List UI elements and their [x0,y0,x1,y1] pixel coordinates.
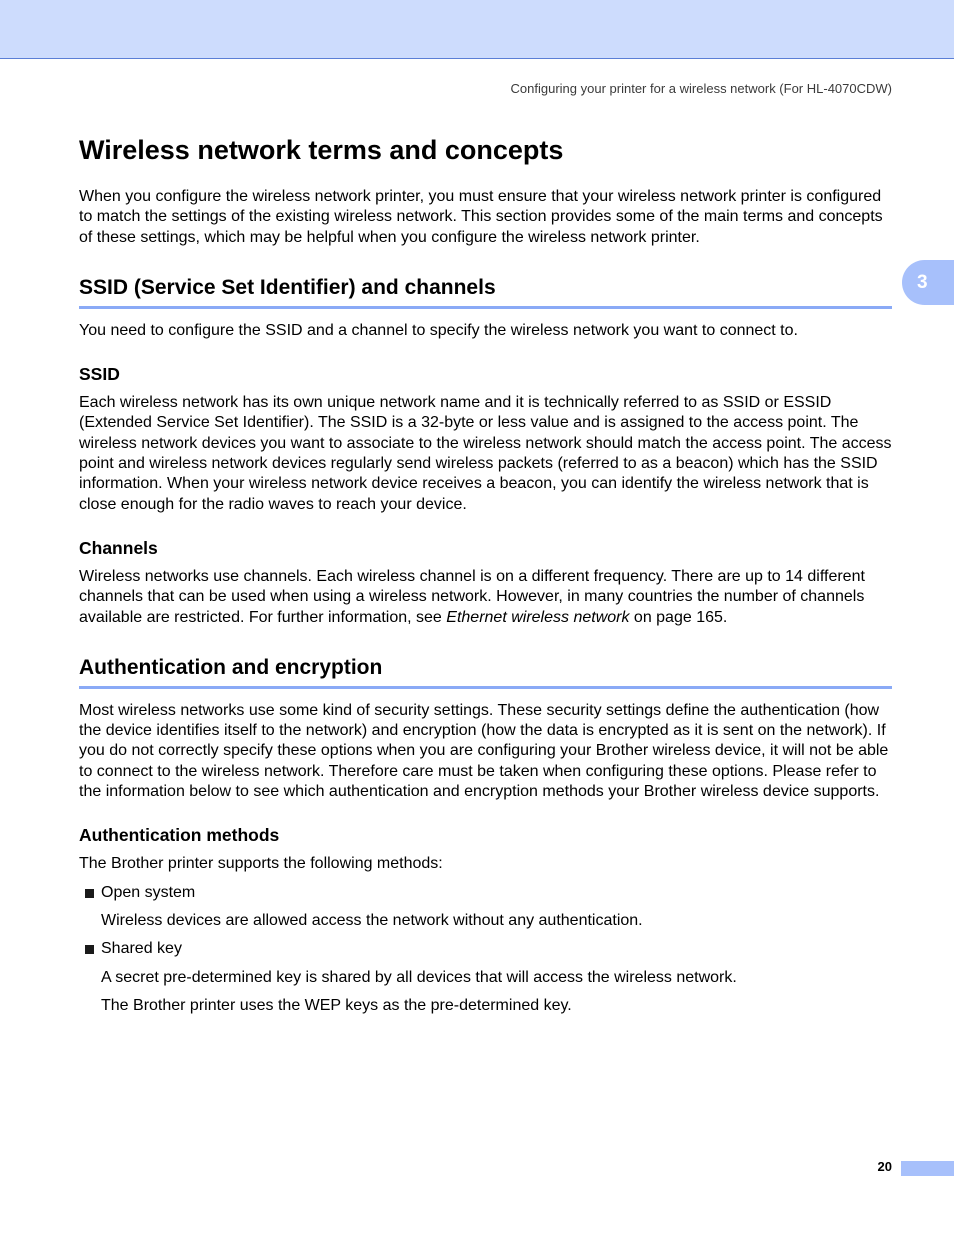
page-title: Wireless network terms and concepts [79,135,564,165]
ssid-section-intro: You need to configure the SSID and a channel to specify the wireless network you want to connect to. [79,321,798,339]
list-item-description: The Brother printer uses the WEP keys as the pre-determined key. [101,996,572,1014]
ssid-body: Each wireless network has its own unique network name and it is technically referred to as SSID or ESSID (Extended Service Set Identifier). The SSID is a 32-byte or less value and is assigned to the access point. The wireless network devices you want to associate to the wireless network should match the access point. The access point and wireless network devices regularly send wireless packets (referred to as a beacon) which has the SSID information. When your wireless network device receives a beacon, you can identify the wireless network that is close enough for the radio waves to reach your device. [79,394,892,513]
list-item-description: Wireless devices are allowed access the network without any authentication. [101,911,643,929]
ssid-heading: SSID [79,364,120,385]
running-header: Configuring your printer for a wireless network (For HL-4070CDW) [510,81,892,96]
auth-section-header [79,654,892,689]
list-item-label: Open system [101,883,196,901]
channels-body-tail: on page 165. [629,608,728,626]
cross-reference-link[interactable]: Ethernet wireless network [446,608,630,626]
square-bullet-icon [85,889,94,898]
page-content [79,131,892,1016]
page-tab [901,1161,954,1176]
list-item-description: A secret pre-determined key is shared by all devices that will access the wireless network. [101,968,737,986]
auth-section-body: Most wireless networks use some kind of security settings. These security settings define the authentication (how the device identifies itself to the network) and encryption (how the data is encrypted as it is sent on the network). If you do not correctly specify these options when you are configuring your Brother wireless device, it will not be able to connect to the wireless network. Therefore care must be taken when configuring these options. Please refer to the information below to see which authentication and encryption methods your Brother wireless device supports. [79,701,889,801]
auth-methods-intro: The Brother printer supports the following methods: [79,855,443,873]
square-bullet-icon [85,945,94,954]
channels-body-text: Wireless networks use channels. Each wireless channel is on a different frequency. There are up to 14 different channels that can be used when using a wireless network. However, in many countries the number of channels available are restricted. For further information, see [79,567,865,626]
chapter-tab: 3 [902,260,954,305]
page-number: 20 [877,1159,892,1174]
list-item [79,939,892,959]
intro-paragraph: When you configure the wireless network printer, you must ensure that your wireless network printer is configured to match the settings of the existing wireless network. This section provides some of the main terms and concepts of these settings, which may be helpful when you configure the wireless network printer. [79,188,883,246]
list-item-label: Shared key [101,940,182,958]
top-band [0,0,954,59]
auth-section-heading: Authentication and encryption [79,655,383,679]
list-item [79,883,892,903]
ssid-section-heading: SSID (Service Set Identifier) and channels [79,275,496,299]
ssid-section-header [79,274,892,309]
channels-heading: Channels [79,537,158,558]
auth-methods-heading: Authentication methods [79,825,280,846]
channels-body [79,567,892,628]
